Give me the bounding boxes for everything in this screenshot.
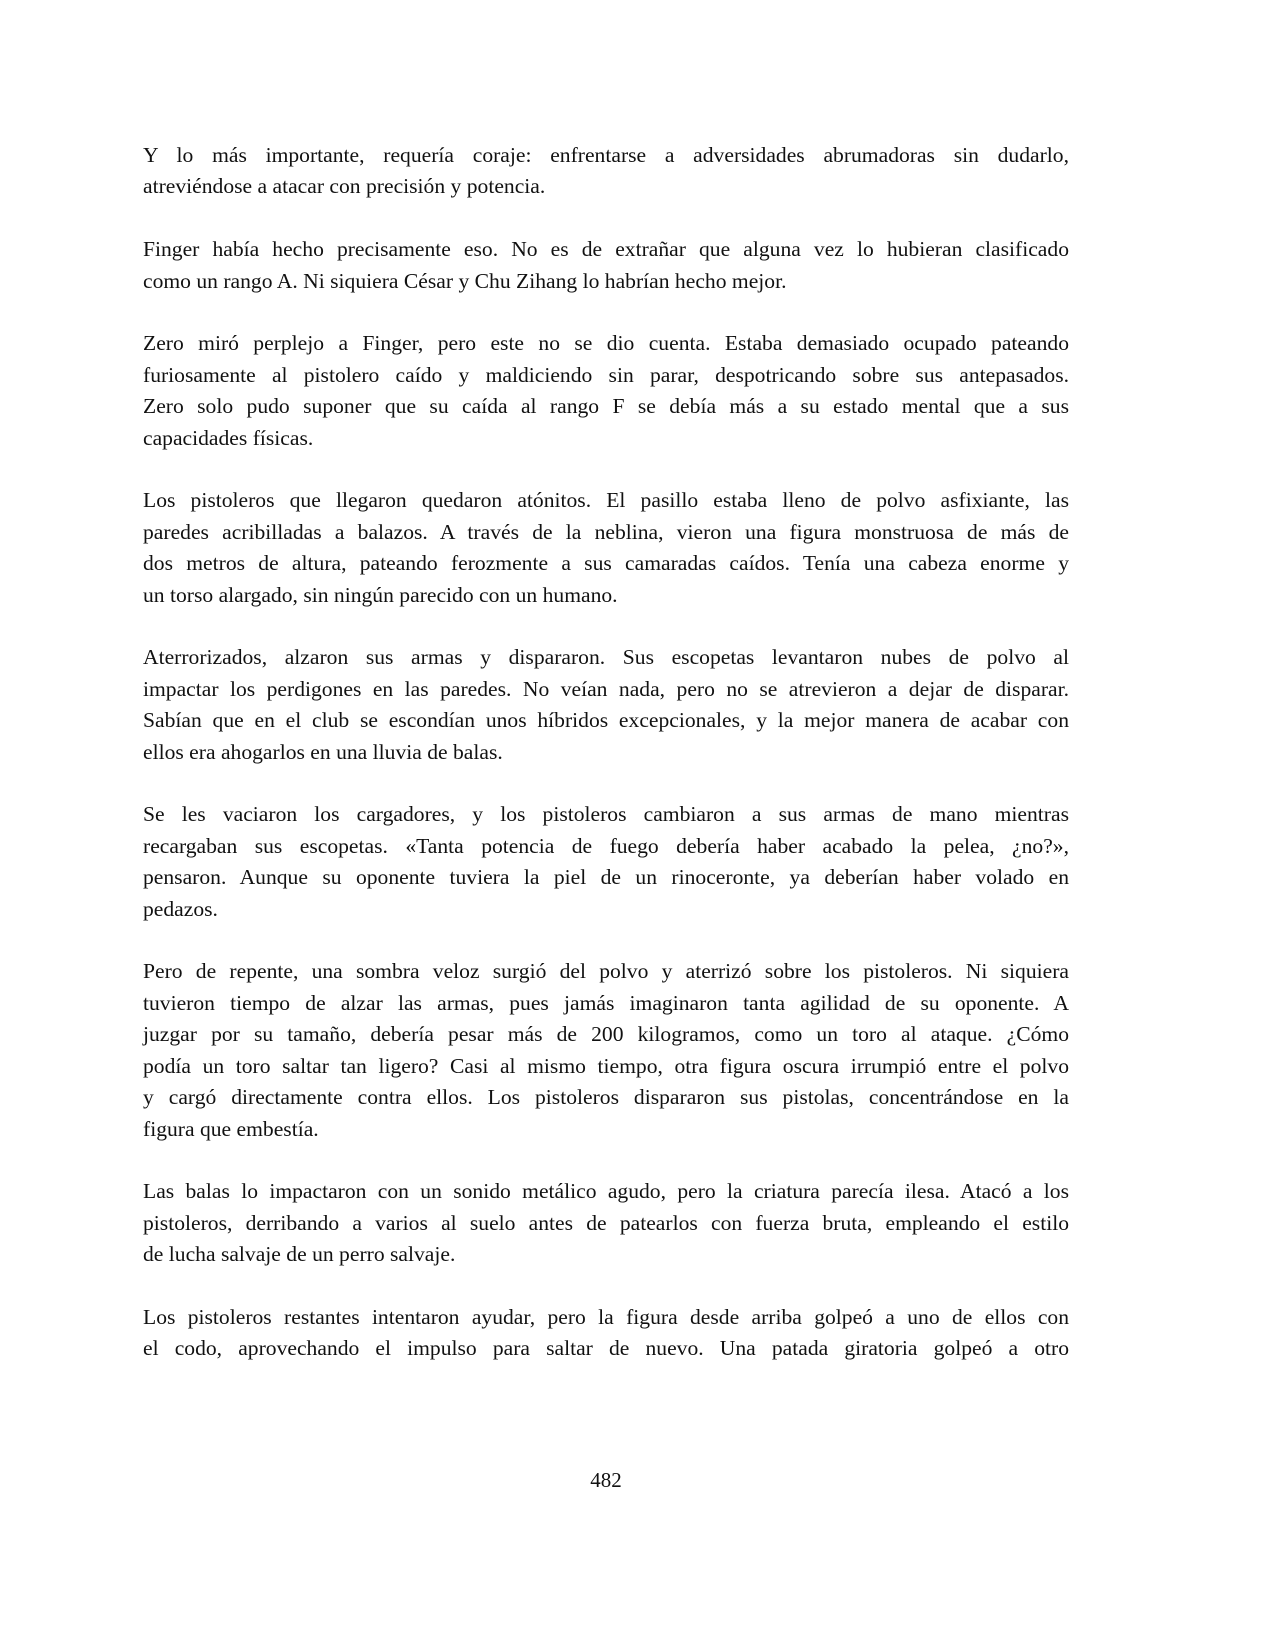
text-line: el codo, aprovechando el impulso para saltar de nuevo. Una patada giratoria golpeó a otro bbox=[143, 1336, 1069, 1361]
text-line: tuvieron tiempo de alzar las armas, pues jamás imaginaron tanta agilidad de su oponente. A bbox=[143, 990, 1069, 1015]
page-number: 482 bbox=[590, 1468, 622, 1492]
text-line: furiosamente al pistolero caído y maldiciendo sin parar, despotricando sobre sus antepasados. bbox=[143, 362, 1069, 387]
page-body bbox=[143, 140, 1069, 1396]
text-line: como un rango A. Ni siquiera César y Chu Zihang lo habrían hecho mejor. bbox=[143, 268, 787, 293]
text-line: juzgar por su tamaño, debería pesar más de 200 kilogramos, como un toro al ataque. ¿Cómo bbox=[143, 1022, 1069, 1047]
text-line: Finger había hecho precisamente eso. No es de extrañar que alguna vez lo hubieran clasificado bbox=[143, 237, 1069, 262]
text-line: pistoleros, derribando a varios al suelo antes de patearlos con fuerza bruta, empleando el estilo bbox=[143, 1210, 1069, 1235]
text-line: Zero solo pudo suponer que su caída al rango F se debía más a su estado mental que a sus bbox=[143, 394, 1069, 419]
text-line: Los pistoleros que llegaron quedaron atónitos. El pasillo estaba lleno de polvo asfixiante, las bbox=[143, 488, 1069, 513]
text-line: y cargó directamente contra ellos. Los pistoleros dispararon sus pistolas, concentrándose en la bbox=[143, 1085, 1069, 1110]
paragraph bbox=[143, 140, 1069, 203]
text-line: figura que embestía. bbox=[143, 1116, 319, 1141]
text-line: pedazos. bbox=[143, 896, 218, 921]
paragraph bbox=[143, 1176, 1069, 1270]
text-line: Y lo más importante, requería coraje: enfrentarse a adversidades abrumadoras sin dudarlo, bbox=[143, 143, 1069, 167]
text-line: impactar los perdigones en las paredes. No veían nada, pero no se atrevieron a dejar de disparar. bbox=[143, 676, 1069, 701]
text-line: dos metros de altura, pateando ferozmente a sus camaradas caídos. Tenía una cabeza enorme y bbox=[143, 551, 1069, 576]
text-line: capacidades físicas. bbox=[143, 425, 314, 450]
paragraph bbox=[143, 642, 1069, 768]
text-line: de lucha salvaje de un perro salvaje. bbox=[143, 1242, 456, 1267]
text-line: un torso alargado, sin ningún parecido con un humano. bbox=[143, 582, 618, 607]
paragraph bbox=[143, 234, 1069, 297]
text-line: recargaban sus escopetas. «Tanta potencia de fuego debería haber acabado la pelea, ¿no?», bbox=[143, 833, 1069, 858]
text-line: atreviéndose a atacar con precisión y potencia. bbox=[143, 174, 546, 199]
paragraph bbox=[143, 328, 1069, 454]
text-line: Los pistoleros restantes intentaron ayudar, pero la figura desde arriba golpeó a uno de ellos con bbox=[143, 1304, 1069, 1329]
paragraph bbox=[143, 799, 1069, 925]
text-line: ellos era ahogarlos en una lluvia de balas. bbox=[143, 739, 503, 764]
text-line: Zero miró perplejo a Finger, pero este no se dio cuenta. Estaba demasiado ocupado pateando bbox=[143, 331, 1069, 356]
paragraph bbox=[143, 485, 1069, 611]
text-line: podía un toro saltar tan ligero? Casi al mismo tiempo, otra figura oscura irrumpió entre el polvo bbox=[143, 1053, 1069, 1078]
paragraph bbox=[143, 1302, 1069, 1365]
text-line: Pero de repente, una sombra veloz surgió del polvo y aterrizó sobre los pistoleros. Ni siquiera bbox=[143, 959, 1069, 984]
text-line: paredes acribilladas a balazos. A través de la neblina, vieron una figura monstruosa de más de bbox=[143, 519, 1069, 544]
paragraph bbox=[143, 956, 1069, 1144]
text-line: pensaron. Aunque su oponente tuviera la piel de un rinoceronte, ya deberían haber volado en bbox=[143, 865, 1069, 890]
text-line: Las balas lo impactaron con un sonido metálico agudo, pero la criatura parecía ilesa. Atacó a los bbox=[143, 1179, 1069, 1204]
text-line: Se les vaciaron los cargadores, y los pistoleros cambiaron a sus armas de mano mientras bbox=[143, 802, 1069, 827]
text-line: Sabían que en el club se escondían unos híbridos excepcionales, y la mejor manera de acabar con bbox=[143, 708, 1069, 733]
text-line: Aterrorizados, alzaron sus armas y dispararon. Sus escopetas levantaron nubes de polvo al bbox=[143, 645, 1069, 670]
